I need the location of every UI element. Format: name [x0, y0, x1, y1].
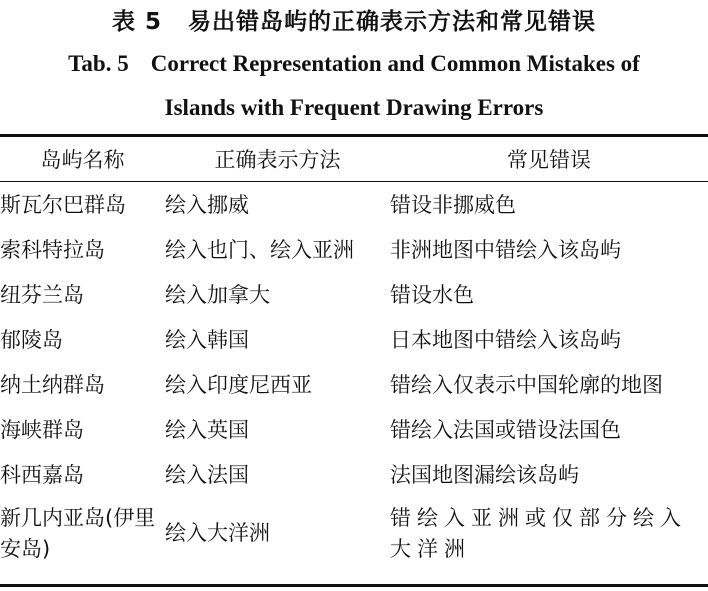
island-name-cell: 郁陵岛 [0, 327, 63, 352]
table-row [0, 406, 708, 451]
common-mistake-cell: 日本地图中错绘入该岛屿 [390, 327, 621, 352]
table-row [0, 316, 708, 361]
islands-table [0, 137, 708, 571]
common-mistake-cell: 非洲地图中错绘入该岛屿 [390, 237, 621, 262]
table-title-chinese: 易出错岛屿的正确表示方法和常见错误 [188, 9, 596, 35]
island-name-cell: 索科特拉岛 [0, 237, 105, 262]
table-header-row [0, 137, 708, 181]
table-row [0, 451, 708, 496]
island-name-cell: 科西嘉岛 [0, 462, 84, 487]
common-mistake-cell: 错绘入法国或错设法国色 [390, 417, 621, 442]
island-name-cell: 纳土纳群岛 [0, 372, 105, 397]
island-name-cell: 斯瓦尔巴群岛 [0, 192, 126, 217]
common-mistake-cell: 法国地图漏绘该岛屿 [390, 462, 579, 487]
island-name-cell: 海峡群岛 [0, 417, 84, 442]
table-label-chinese: 表 5 [111, 9, 162, 35]
common-mistake-cell: 错设水色 [390, 282, 474, 307]
table-row [0, 361, 708, 406]
correct-representation-cell: 绘入韩国 [165, 327, 249, 352]
header-common-mistake: 常见错误 [507, 148, 591, 172]
correct-representation-cell: 绘入也门、绘入亚洲 [165, 237, 354, 262]
island-name-cell: 纽芬兰岛 [0, 282, 84, 307]
correct-representation-cell: 绘入大洋洲 [165, 521, 270, 545]
table-row [0, 181, 708, 226]
table-caption-english [0, 46, 708, 82]
common-mistake-cell: 错绘入亚洲或仅部分绘入大洋洲 [390, 505, 687, 561]
common-mistake-cell: 错绘入仅表示中国轮廓的地图 [390, 372, 663, 397]
island-name-cell: 新几内亚岛(伊里安岛) [0, 505, 156, 561]
header-island-name: 岛屿名称 [40, 148, 125, 172]
correct-representation-cell: 绘入加拿大 [165, 282, 270, 307]
correct-representation-cell: 绘入挪威 [165, 192, 249, 217]
correct-representation-cell: 绘入英国 [165, 417, 249, 442]
table-bottom-rule [0, 584, 708, 587]
table-row [0, 271, 708, 316]
table-title-english-line2: Islands with Frequent Drawing Errors [164, 95, 544, 120]
table-label-english: Tab. 5 [68, 51, 129, 76]
correct-representation-cell: 绘入法国 [165, 462, 249, 487]
table-row [0, 226, 708, 271]
correct-representation-cell: 绘入印度尼西亚 [165, 372, 312, 397]
table-title-english-line1: Correct Representation and Common Mistakes of [150, 51, 640, 76]
common-mistake-cell: 错设非挪威色 [390, 192, 516, 217]
header-correct-representation: 正确表示方法 [214, 148, 341, 172]
table-row [0, 496, 708, 571]
table-caption-chinese [0, 4, 708, 40]
